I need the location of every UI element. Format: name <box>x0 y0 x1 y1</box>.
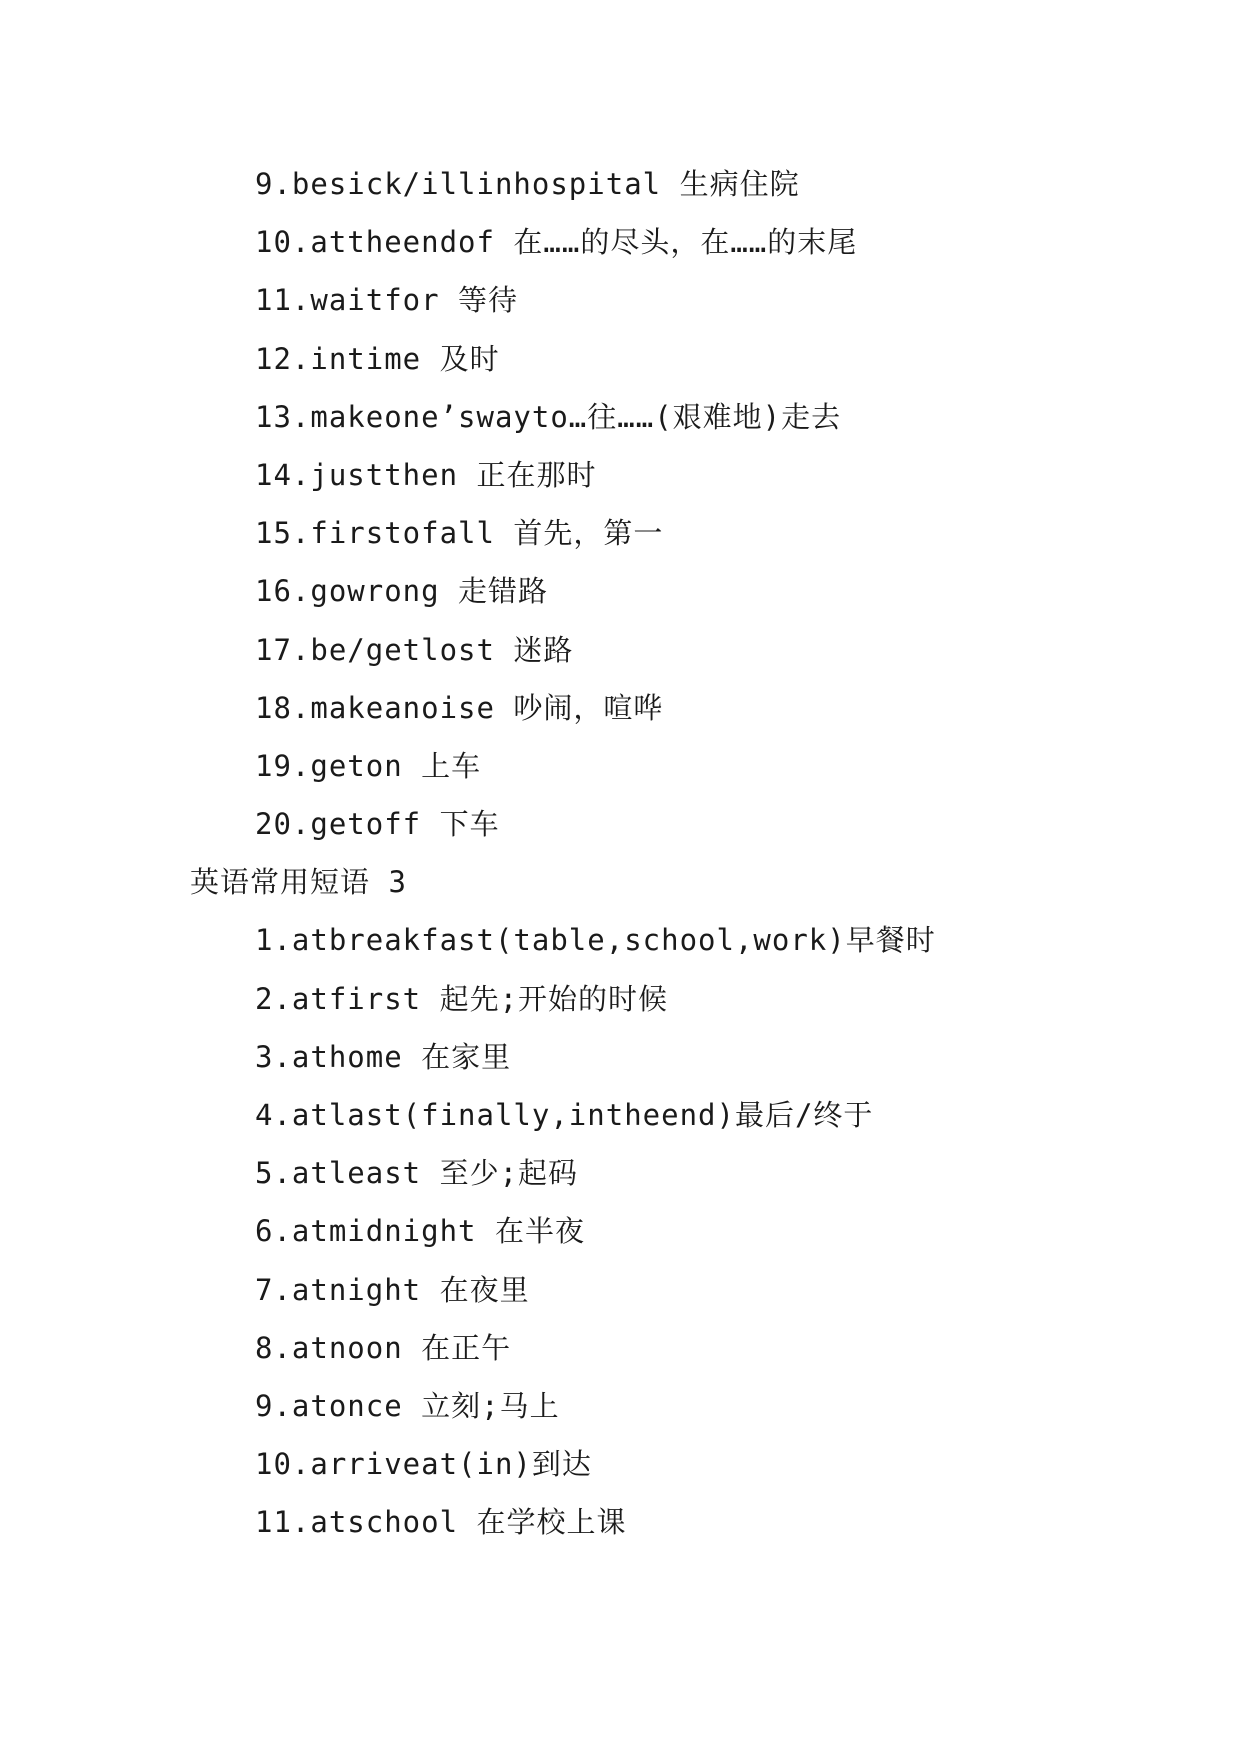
list-item: 6.atmidnight 在半夜 <box>255 1214 585 1249</box>
list-item: 1.atbreakfast(table,school,work)早餐时 <box>255 923 936 958</box>
list-item: 16.gowrong 走错路 <box>255 574 549 609</box>
list-item: 5.atleast 至少;起码 <box>255 1156 579 1191</box>
list-item: 19.geton 上车 <box>255 748 482 783</box>
list-item: 13.makeone’swayto…往……(艰难地)走去 <box>255 399 842 434</box>
list-item: 14.justthen 正在那时 <box>255 457 597 492</box>
list-item: 12.intime 及时 <box>255 341 500 376</box>
list-item: 10.arriveat(in)到达 <box>255 1447 592 1482</box>
list-item: 2.atfirst 起先;开始的时候 <box>255 981 669 1016</box>
list-item: 9.besick/illinhospital 生病住院 <box>255 167 800 201</box>
list-item: 3.athome 在家里 <box>255 1039 512 1074</box>
list-item: 9.atonce 立刻;马上 <box>255 1388 560 1423</box>
list-item: 17.be/getlost 迷路 <box>255 632 574 667</box>
list-item: 15.firstofall 首先，第一 <box>255 516 664 551</box>
list-item: 10.attheendof 在……的尽头，在……的末尾 <box>255 225 858 260</box>
phrase-list <box>0 155 1241 1552</box>
list-item: 20.getoff 下车 <box>255 807 500 842</box>
list-item: 4.atlast(finally,intheend)最后/终于 <box>255 1098 874 1132</box>
list-item: 18.makeanoise 吵闹，喧哗 <box>255 690 664 725</box>
list-item: 11.waitfor 等待 <box>255 283 519 318</box>
section-heading: 英语常用短语 3 <box>190 865 407 900</box>
list-item: 11.atschool 在学校上课 <box>255 1505 627 1540</box>
list-item: 7.atnight 在夜里 <box>255 1272 530 1307</box>
list-item: 8.atnoon 在正午 <box>255 1330 512 1365</box>
